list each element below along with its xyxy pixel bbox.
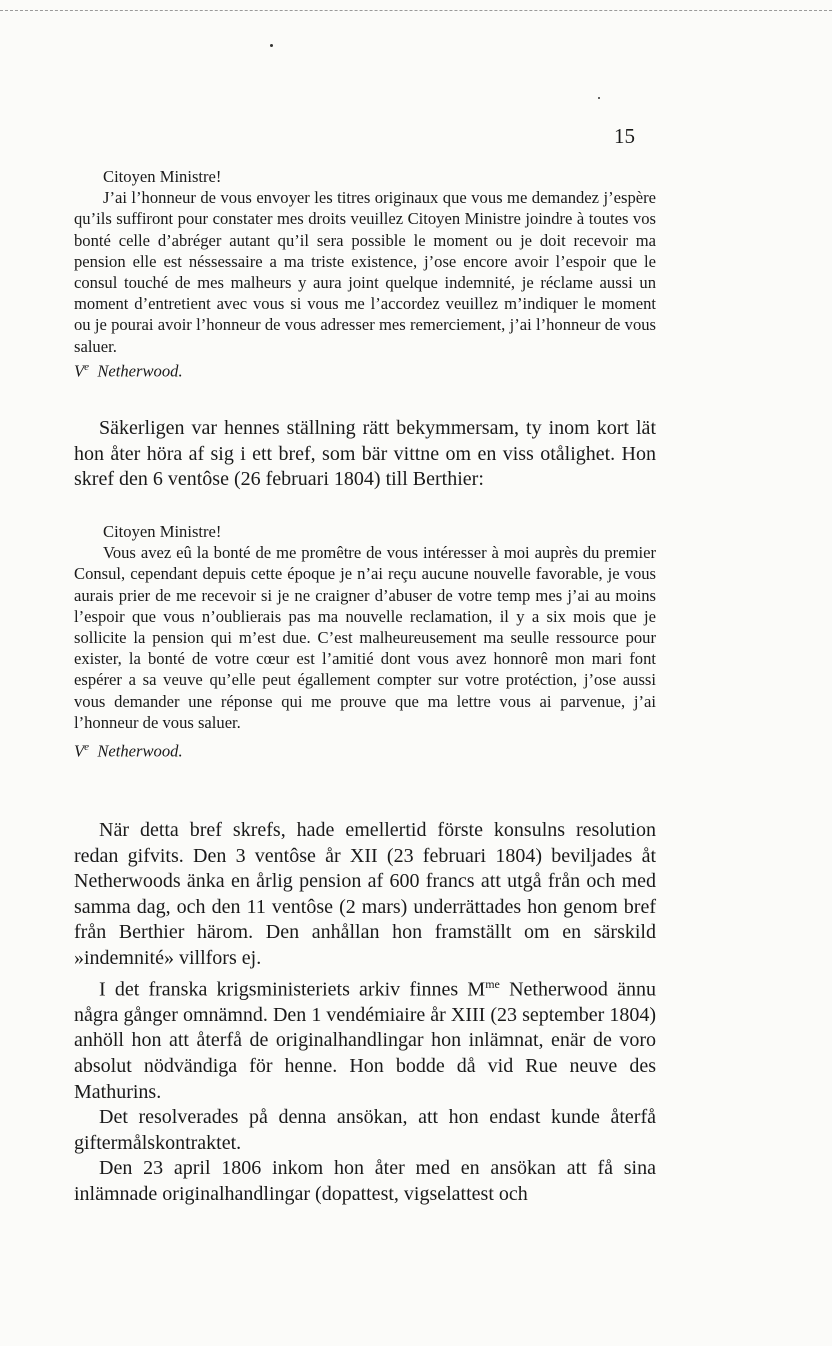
paragraph-5: Den 23 april 1806 inkom hon åter med en ansökan att få sina inlämnade originalhandlingar (dopattest, vigselattest och bbox=[74, 1157, 656, 1205]
letter-2 bbox=[74, 521, 656, 762]
signature-name: Netherwood. bbox=[97, 741, 183, 761]
letter-2-body: Vous avez eû la bonté de me promêtre de vous intéresser à moi auprès du premier Consul, cependant depuis cette époque je n’ai reçu aucune nouvelle favorable, je vous aurais prier de me recevoir si je ne craigner d’abuser de votre temp mes j’ai au moins l’espoir que vous n’oublierais pas ma nouvelle reclamation, il y a six mois que je sollicite la pension qui m’est due. C’est malheureusement ma seulle ressource pour exister, la bonté de votre cœur est l’amitié dont vous avez honnorê mon mari font espérer a sa veuve qu’elle peut égallement compter sur votre protéction, j’ose aussi vous demander une réponse qui me prouve que ma lettre vous ai parvenue, j’ai l’honneur de vous saluer. bbox=[74, 543, 656, 732]
letter-1-salutation: Citoyen Ministre! bbox=[103, 167, 222, 186]
signature-initial: V bbox=[74, 741, 85, 761]
letter-2-signature bbox=[74, 737, 656, 762]
paragraph-1: Säkerligen var hennes ställning rätt bekymmersam, ty inom kort lät hon åter höra af sig i ett bref, som bär vittne om en viss otålighet. Hon skref den 6 ventôse (26 februari 1804) till Berthier: bbox=[74, 417, 656, 491]
signature-name: Netherwood. bbox=[97, 361, 183, 381]
signature-superscript: e bbox=[84, 360, 90, 373]
letter-1 bbox=[74, 166, 656, 382]
paragraph-3-start: I det franska krigsministeriets arkiv finnes M bbox=[99, 978, 486, 1001]
narrative-1 bbox=[74, 416, 656, 493]
paragraph-2: När detta bref skrefs, hade emellertid förste konsulns resolution redan gifvits. Den 3 ventôse år XII (23 februari 1804) beviljades åt Netherwoods änka en årlig pension af 600 francs att utgå från och med samma dag, och den 11 ventôse (2 mars) underrättades hon genom bref från Berthier härom. Den anhållan hon framställt om en särskild »indemnité» villfors ej. bbox=[74, 819, 656, 969]
paragraph-3-rest: Netherwood ännu några gånger omnämnd. Den 1 vendémiaire år XIII (23 september 1804) anhöll hon att återfå de originalhandlingar hon inlämnat, enär de voro absolut nödvändiga för henne. Hon bodde då vid Rue neuve des Mathurins. bbox=[74, 978, 656, 1103]
letter-1-body: J’ai l’honneur de vous envoyer les titres originaux que vous me demandez j’espère qu’ils suffiront pour constater mes droits veuillez Citoyen Ministre joindre à toutes vos bonté celle d’abréger autant qu’il sera possible le moment ou je doit recevoir ma pension elle est néssessaire a ma triste existence, j’ose encore avoir l’espoir que le consul touché de mes malheurs y aura joint quelque indemnité, je réclame aussi un moment d’entretient avec vous si vous me l’accordez veuillez m’indiquer le moment ou je pourai avoir l’honneur de vous adresser mes remerciement, j’ai l’honneur de vous saluer. bbox=[74, 188, 656, 356]
page-number: 15 bbox=[614, 124, 635, 148]
scan-top-edge bbox=[0, 10, 832, 11]
scan-speck bbox=[598, 97, 600, 99]
scan-speck bbox=[270, 44, 273, 47]
narrative-2 bbox=[74, 818, 656, 1208]
paragraph-4: Det resolverades på denna ansökan, att hon endast kunde återfå giftermålskontraktet. bbox=[74, 1106, 656, 1154]
paragraph-3 bbox=[74, 972, 656, 1106]
letter-1-signature bbox=[74, 357, 656, 382]
signature-initial: V bbox=[74, 361, 85, 381]
signature-superscript: e bbox=[84, 741, 90, 754]
paragraph-3-superscript: me bbox=[485, 976, 500, 991]
letter-2-salutation: Citoyen Ministre! bbox=[103, 522, 222, 541]
